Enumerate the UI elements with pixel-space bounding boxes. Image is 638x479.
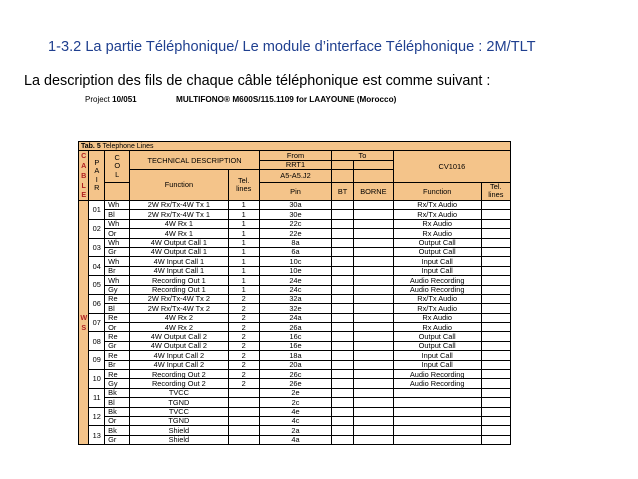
- table-row: [79, 304, 511, 313]
- table-row: [79, 341, 511, 350]
- pin-cell: 4a: [259, 435, 331, 444]
- function2-cell: [393, 426, 481, 435]
- tel-lines-cell: 1: [228, 266, 259, 275]
- wire-color-cell: Gy: [105, 379, 130, 388]
- pin-cell: 26a: [259, 323, 331, 332]
- borne-cell: [354, 332, 394, 341]
- function-cell: Recording Out 1: [130, 285, 228, 294]
- tel-lines-cell: 2: [228, 341, 259, 350]
- tel-lines2-cell: [481, 266, 510, 275]
- color-blank: [105, 182, 130, 200]
- bt-cell: [332, 416, 354, 425]
- wire-color-cell: Bk: [105, 407, 130, 416]
- function-cell: 4W Output Call 2: [130, 341, 228, 350]
- wire-color-cell: Wh: [105, 238, 130, 247]
- function-cell: TGND: [130, 416, 228, 425]
- pin-cell: 26e: [259, 379, 331, 388]
- tel-lines2-col-text: Tel. lines: [488, 182, 504, 200]
- pair-number-cell: 12: [89, 407, 105, 426]
- to-header: To: [332, 151, 394, 160]
- pair-header: [89, 151, 105, 201]
- bt-cell: [332, 370, 354, 379]
- function2-cell: Rx/Tx Audio: [393, 200, 481, 209]
- tel-lines-cell: [228, 388, 259, 397]
- table-row: [79, 407, 511, 416]
- bt-cell: [332, 426, 354, 435]
- function2-cell: Audio Recording: [393, 379, 481, 388]
- pin-cell: 24e: [259, 276, 331, 285]
- function2-cell: [393, 398, 481, 407]
- tel-lines2-cell: [481, 238, 510, 247]
- tel-lines2-cell: [481, 341, 510, 350]
- tel-lines2-cell: [481, 200, 510, 209]
- pair-number-cell: 06: [89, 294, 105, 313]
- function-cell: 2W Rx/Tx-4W Tx 1: [130, 210, 228, 219]
- function-cell: 4W Rx 1: [130, 219, 228, 228]
- tel-lines-cell: 1: [228, 200, 259, 209]
- wire-color-cell: Bk: [105, 426, 130, 435]
- borne-cell: [354, 210, 394, 219]
- function-cell: 2W Rx/Tx-4W Tx 2: [130, 304, 228, 313]
- tel-lines2-cell: [481, 407, 510, 416]
- function2-cell: Rx/Tx Audio: [393, 304, 481, 313]
- tel-lines-cell: 2: [228, 351, 259, 360]
- pair-number-cell: 01: [89, 200, 105, 219]
- function-cell: TGND: [130, 398, 228, 407]
- wire-color-cell: Wh: [105, 219, 130, 228]
- pin-cell: 8a: [259, 238, 331, 247]
- borne-cell: [354, 247, 394, 256]
- bt-cell: [332, 351, 354, 360]
- borne-col-header: BORNE: [354, 182, 394, 200]
- function2-cell: Input Call: [393, 266, 481, 275]
- table-caption: [79, 142, 511, 151]
- borne-cell: [354, 360, 394, 369]
- table-row: [79, 294, 511, 303]
- pin-cell: 30a: [259, 200, 331, 209]
- borne-cell: [354, 370, 394, 379]
- pair-letters: P A I R: [94, 157, 100, 193]
- wire-color-cell: Gy: [105, 285, 130, 294]
- borne-cell: [354, 266, 394, 275]
- wire-color-cell: Re: [105, 351, 130, 360]
- borne-cell: [354, 238, 394, 247]
- pin-cell: 4e: [259, 407, 331, 416]
- project-number: 10/051: [112, 95, 137, 104]
- function-cell: 4W Output Call 2: [130, 332, 228, 341]
- pair-number-cell: 04: [89, 257, 105, 276]
- function2-cell: Output Call: [393, 332, 481, 341]
- wire-color-cell: Bl: [105, 398, 130, 407]
- tel-lines-cell: 1: [228, 210, 259, 219]
- tel-lines-cell: 2: [228, 323, 259, 332]
- borne-cell: [354, 200, 394, 209]
- telephone-lines-table: [78, 141, 511, 445]
- pin-cell: 6a: [259, 247, 331, 256]
- table-row: [79, 426, 511, 435]
- technical-description-header: TECHNICAL DESCRIPTION: [130, 151, 260, 170]
- bt-cell: [332, 266, 354, 275]
- tel-lines2-cell: [481, 379, 510, 388]
- tel-lines2-cell: [481, 247, 510, 256]
- function2-cell: Rx Audio: [393, 323, 481, 332]
- pin-cell: 24c: [259, 285, 331, 294]
- bt-cell: [332, 398, 354, 407]
- function-cell: Recording Out 2: [130, 379, 228, 388]
- function-cell: 4W Rx 2: [130, 313, 228, 322]
- tel-lines2-cell: [481, 210, 510, 219]
- bt-cell: [332, 276, 354, 285]
- wire-color-cell: Wh: [105, 257, 130, 266]
- table-caption-number: Tab. 5: [81, 142, 101, 150]
- bt-cell: [332, 285, 354, 294]
- tel-lines2-col-header: [481, 182, 510, 200]
- bt-cell: [332, 341, 354, 350]
- tel-lines-cell: 1: [228, 229, 259, 238]
- borne-cell: [354, 276, 394, 285]
- table-row: [79, 238, 511, 247]
- tel-lines2-cell: [481, 294, 510, 303]
- borne-cell: [354, 323, 394, 332]
- borne-cell: [354, 416, 394, 425]
- pin-cell: 22e: [259, 229, 331, 238]
- tel-lines-col-header: [228, 170, 259, 201]
- tel-lines2-cell: [481, 257, 510, 266]
- function-cell: TVCC: [130, 388, 228, 397]
- pin-cell: 2a: [259, 426, 331, 435]
- tel-lines-cell: 2: [228, 379, 259, 388]
- bt-cell: [332, 229, 354, 238]
- wire-color-cell: Bk: [105, 388, 130, 397]
- pin-cell: 18a: [259, 351, 331, 360]
- borne-cell: [354, 341, 394, 350]
- table-caption-text: Telephone Lines: [100, 142, 154, 150]
- tel-lines2-cell: [481, 426, 510, 435]
- tel-lines-cell: [228, 398, 259, 407]
- function2-cell: Rx Audio: [393, 219, 481, 228]
- function2-cell: [393, 388, 481, 397]
- table-row: [79, 398, 511, 407]
- a5-header: A5-A5.J2: [259, 170, 331, 183]
- bt-cell: [332, 294, 354, 303]
- wire-color-cell: Re: [105, 313, 130, 322]
- pair-number-cell: 02: [89, 219, 105, 238]
- function-cell: 4W Output Call 1: [130, 247, 228, 256]
- tel-lines2-cell: [481, 229, 510, 238]
- borne-cell: [354, 304, 394, 313]
- table-row: [79, 285, 511, 294]
- project-header: [85, 95, 397, 104]
- function-cell: Recording Out 1: [130, 276, 228, 285]
- borne-cell: [354, 398, 394, 407]
- bt-cell: [332, 257, 354, 266]
- function-cell: 4W Input Call 2: [130, 360, 228, 369]
- table-row: [79, 351, 511, 360]
- bt-cell: [332, 360, 354, 369]
- to-blank-2: [354, 160, 394, 169]
- function2-cell: Audio Recording: [393, 285, 481, 294]
- pair-number-cell: 13: [89, 426, 105, 445]
- bt-cell: [332, 210, 354, 219]
- borne-cell: [354, 219, 394, 228]
- bt-cell: [332, 304, 354, 313]
- function-cell: Shield: [130, 426, 228, 435]
- tel-lines2-cell: [481, 351, 510, 360]
- pin-cell: 10e: [259, 266, 331, 275]
- pin-cell: 16e: [259, 341, 331, 350]
- tel-lines-cell: 1: [228, 247, 259, 256]
- bt-cell: [332, 379, 354, 388]
- table-row: [79, 247, 511, 256]
- tel-lines2-cell: [481, 276, 510, 285]
- bt-col-header: BT: [332, 182, 354, 200]
- wire-color-cell: Bl: [105, 210, 130, 219]
- to-blank-3: [332, 170, 354, 183]
- function-col-header: Function: [130, 170, 228, 201]
- pin-cell: 24a: [259, 313, 331, 322]
- cv-header: CV1016: [393, 151, 510, 183]
- tel-lines2-cell: [481, 332, 510, 341]
- tel-lines2-cell: [481, 360, 510, 369]
- borne-cell: [354, 379, 394, 388]
- function-cell: 4W Input Call 1: [130, 257, 228, 266]
- function-cell: 2W Rx/Tx-4W Tx 2: [130, 294, 228, 303]
- tel-lines-cell: 2: [228, 332, 259, 341]
- borne-cell: [354, 285, 394, 294]
- tel-lines-cell: 2: [228, 370, 259, 379]
- pair-number-cell: 08: [89, 332, 105, 351]
- tel-lines2-cell: [481, 304, 510, 313]
- table-row: [79, 360, 511, 369]
- color-header: [105, 151, 130, 183]
- function-cell: 4W Output Call 1: [130, 238, 228, 247]
- function2-cell: [393, 435, 481, 444]
- bt-cell: [332, 238, 354, 247]
- pin-col-header: Pin: [259, 182, 331, 200]
- bt-cell: [332, 388, 354, 397]
- tel-lines2-cell: [481, 285, 510, 294]
- borne-cell: [354, 407, 394, 416]
- tel-lines-cell: 1: [228, 257, 259, 266]
- tel-lines-cell: 2: [228, 360, 259, 369]
- ws-cable-cell: [79, 200, 89, 444]
- function2-cell: Rx/Tx Audio: [393, 294, 481, 303]
- table-row: [79, 276, 511, 285]
- tel-lines-cell: 2: [228, 313, 259, 322]
- table-row: [79, 200, 511, 209]
- bt-cell: [332, 200, 354, 209]
- wire-color-cell: Or: [105, 416, 130, 425]
- wire-color-cell: Re: [105, 370, 130, 379]
- borne-cell: [354, 351, 394, 360]
- function2-cell: Input Call: [393, 360, 481, 369]
- bt-cell: [332, 313, 354, 322]
- tel-lines-cell: [228, 426, 259, 435]
- bt-cell: [332, 323, 354, 332]
- table-row: [79, 219, 511, 228]
- tel-lines2-cell: [481, 370, 510, 379]
- pin-cell: 10c: [259, 257, 331, 266]
- tel-lines-cell: [228, 407, 259, 416]
- borne-cell: [354, 313, 394, 322]
- intro-text: La description des fils de chaque câble téléphonique est comme suivant :: [24, 73, 491, 89]
- bt-cell: [332, 435, 354, 444]
- project-label: Project: [85, 95, 110, 104]
- pin-cell: 26c: [259, 370, 331, 379]
- color-letters: C O L: [114, 152, 121, 179]
- to-blank-1: [332, 160, 354, 169]
- pin-cell: 2e: [259, 388, 331, 397]
- table-row: [79, 313, 511, 322]
- cable-header: [79, 151, 89, 201]
- table-row: [79, 323, 511, 332]
- pair-number-cell: 09: [89, 351, 105, 370]
- wire-color-cell: Gr: [105, 435, 130, 444]
- tel-lines-cell: 1: [228, 219, 259, 228]
- function-cell: 4W Input Call 1: [130, 266, 228, 275]
- table-row: [79, 229, 511, 238]
- pin-cell: 2c: [259, 398, 331, 407]
- function2-cell: Rx/Tx Audio: [393, 210, 481, 219]
- wire-color-cell: Wh: [105, 276, 130, 285]
- function2-cell: [393, 416, 481, 425]
- function2-cell: Audio Recording: [393, 370, 481, 379]
- function2-cell: Output Call: [393, 238, 481, 247]
- tel-lines-cell: [228, 416, 259, 425]
- ws-label: W S: [80, 312, 88, 332]
- project-name: MULTIFONO® M600S/115.1109 for LAAYOUNE (Morocco): [176, 95, 397, 104]
- wire-color-cell: Or: [105, 229, 130, 238]
- pair-number-cell: 05: [89, 276, 105, 295]
- table-row: [79, 416, 511, 425]
- table-row: [79, 435, 511, 444]
- pin-cell: 20a: [259, 360, 331, 369]
- function2-cell: Rx Audio: [393, 313, 481, 322]
- tel-lines-cell: 1: [228, 238, 259, 247]
- wire-color-cell: Or: [105, 323, 130, 332]
- function2-cell: Rx Audio: [393, 229, 481, 238]
- borne-cell: [354, 229, 394, 238]
- pair-number-cell: 03: [89, 238, 105, 257]
- wire-color-cell: Wh: [105, 200, 130, 209]
- tel-lines2-cell: [481, 416, 510, 425]
- function-cell: TVCC: [130, 407, 228, 416]
- table-row: [79, 266, 511, 275]
- wire-color-cell: Br: [105, 360, 130, 369]
- tel-lines-cell: 2: [228, 304, 259, 313]
- borne-cell: [354, 426, 394, 435]
- pin-cell: 30e: [259, 210, 331, 219]
- bt-cell: [332, 407, 354, 416]
- tel-lines2-cell: [481, 388, 510, 397]
- tel-lines2-cell: [481, 435, 510, 444]
- function-cell: Shield: [130, 435, 228, 444]
- function-cell: 4W Rx 1: [130, 229, 228, 238]
- bt-cell: [332, 332, 354, 341]
- slide-title: 1-3.2 La partie Téléphonique/ Le module d’interface Téléphonique : 2M/TLT: [48, 39, 536, 55]
- pin-cell: 22c: [259, 219, 331, 228]
- function-cell: Recording Out 2: [130, 370, 228, 379]
- table-row: [79, 370, 511, 379]
- tel-lines2-cell: [481, 398, 510, 407]
- function-cell: 2W Rx/Tx-4W Tx 1: [130, 200, 228, 209]
- tel-lines-cell: 1: [228, 285, 259, 294]
- from-header: From: [259, 151, 331, 160]
- tel-lines-col-text: Tel. lines: [236, 175, 252, 194]
- function2-cell: Output Call: [393, 247, 481, 256]
- wire-color-cell: Gr: [105, 341, 130, 350]
- table-row: [79, 388, 511, 397]
- borne-cell: [354, 435, 394, 444]
- tel-lines-cell: [228, 435, 259, 444]
- borne-cell: [354, 257, 394, 266]
- bt-cell: [332, 219, 354, 228]
- wire-color-cell: Re: [105, 294, 130, 303]
- function2-col-header: Function: [393, 182, 481, 200]
- function2-cell: Output Call: [393, 341, 481, 350]
- function2-cell: [393, 407, 481, 416]
- function2-cell: Input Call: [393, 257, 481, 266]
- pair-number-cell: 07: [89, 313, 105, 332]
- function-cell: 4W Input Call 2: [130, 351, 228, 360]
- wire-color-cell: Br: [105, 266, 130, 275]
- to-blank-4: [354, 170, 394, 183]
- tel-lines2-cell: [481, 219, 510, 228]
- wire-color-cell: Re: [105, 332, 130, 341]
- borne-cell: [354, 388, 394, 397]
- pair-number-cell: 11: [89, 388, 105, 407]
- tel-lines2-cell: [481, 323, 510, 332]
- pair-number-cell: 10: [89, 370, 105, 389]
- wire-color-cell: Gr: [105, 247, 130, 256]
- table-row: [79, 379, 511, 388]
- tel-lines-cell: 1: [228, 276, 259, 285]
- wire-color-cell: Bl: [105, 304, 130, 313]
- function-cell: 4W Rx 2: [130, 323, 228, 332]
- bt-cell: [332, 247, 354, 256]
- rrt-header: RRT1: [259, 160, 331, 169]
- borne-cell: [354, 294, 394, 303]
- tel-lines-cell: 2: [228, 294, 259, 303]
- table-row: [79, 332, 511, 341]
- function2-cell: Input Call: [393, 351, 481, 360]
- pin-cell: 32e: [259, 304, 331, 313]
- pin-cell: 32a: [259, 294, 331, 303]
- cable-letters: C A B L E: [81, 151, 87, 200]
- function2-cell: Audio Recording: [393, 276, 481, 285]
- pin-cell: 4c: [259, 416, 331, 425]
- table-row: [79, 210, 511, 219]
- table-row: [79, 257, 511, 266]
- pin-cell: 16c: [259, 332, 331, 341]
- tel-lines2-cell: [481, 313, 510, 322]
